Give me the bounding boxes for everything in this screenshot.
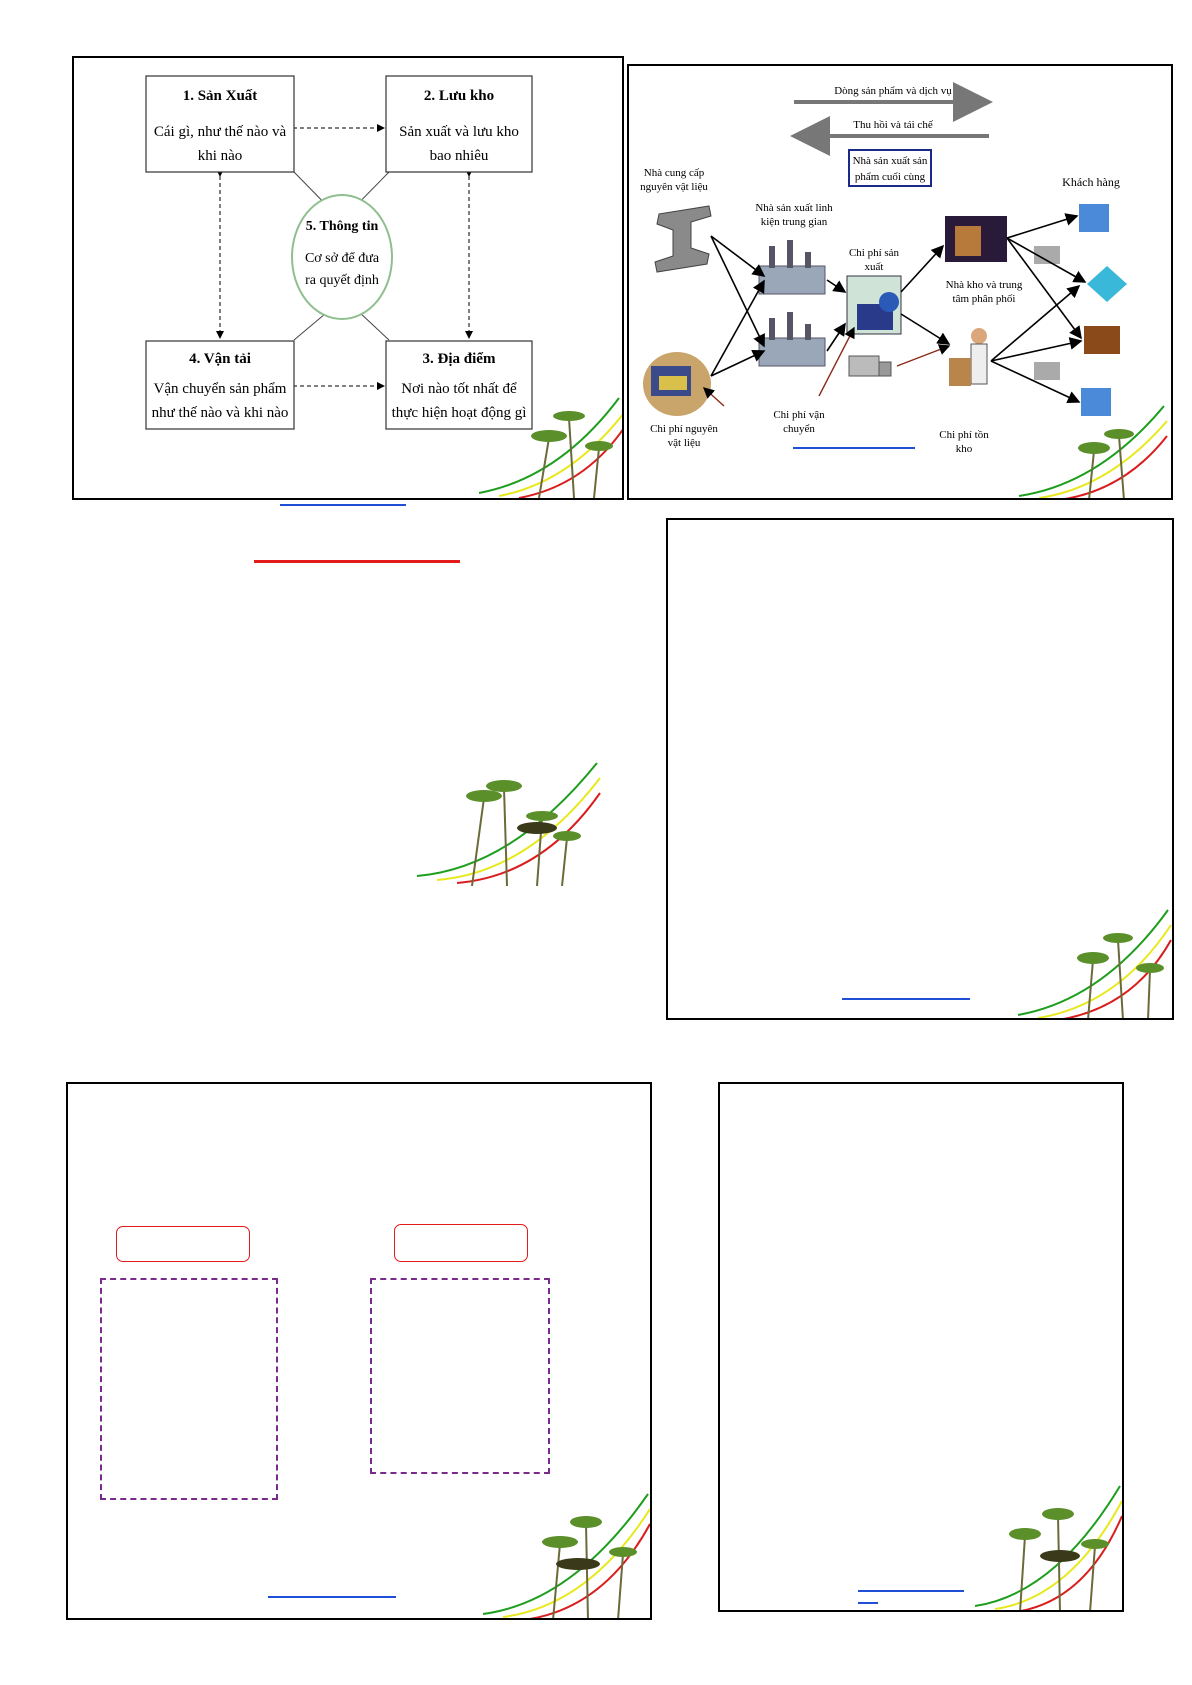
box-inventory: [386, 76, 532, 172]
warehouse-worker-icon: [945, 216, 1007, 262]
box-production: [146, 76, 294, 172]
box-transport-title: 4. Vận tải: [189, 351, 251, 367]
slide-blank-right: [666, 518, 1174, 1020]
palm-decoration: [1008, 900, 1174, 1020]
production-plant-icon: [847, 276, 901, 334]
truck-icon: [849, 356, 891, 376]
slide-blank-bottom-right: [718, 1082, 1124, 1612]
customers-label: Khách hàng: [1062, 175, 1120, 189]
box-transport: [146, 341, 294, 429]
raw-material-icon: [643, 352, 711, 416]
center-title: 5. Thông tin: [305, 219, 379, 234]
hand-truck-worker-icon: [949, 328, 987, 386]
slide-supply-chain-drivers: [72, 56, 624, 500]
slide-comparison: [66, 1082, 652, 1620]
supplier-line2: nguyên vật liệu: [640, 181, 708, 193]
material-cost-line2: vật liệu: [667, 437, 701, 449]
box-transport-line2: như thế nào và khi nào: [151, 405, 289, 421]
inventory-cost-line2: kho: [955, 443, 973, 455]
warehouse-line1: Nhà kho và trung: [945, 279, 1023, 291]
center-information: [292, 195, 392, 319]
material-cost-line1: Chi phí nguyên: [650, 423, 718, 435]
intermediate-line2: kiện trung gian: [760, 216, 828, 228]
red-title-underline: [254, 560, 460, 563]
palm-decoration: [1009, 396, 1169, 500]
intermediate-line1: Nhà sản xuất linh: [755, 202, 833, 214]
left-content-box: [100, 1278, 278, 1500]
center-line2: ra quyết định: [305, 273, 379, 288]
transport-cost-line2: chuyển: [783, 423, 815, 435]
steel-beam-icon: [655, 206, 711, 272]
slide4-link-underline[interactable]: [268, 1596, 396, 1598]
flow-back-label: Thu hồi và tái chế: [853, 119, 933, 131]
right-content-box: [370, 1278, 550, 1474]
palm-decoration: [970, 1476, 1124, 1612]
box-production-line1: Cái gì, như thế nào và: [153, 124, 287, 140]
warehouse-line2: tâm phân phối: [952, 293, 1016, 305]
inventory-cost-line1: Chi phí tồn: [939, 429, 989, 441]
box-inventory-line1: Sản xuất và lưu kho: [399, 124, 519, 140]
production-cost-line1: Chi phí sản: [848, 247, 900, 259]
transport-cost-line1: Chi phí vận: [773, 409, 825, 421]
slide1-link-underline[interactable]: [280, 504, 406, 506]
box-location-title: 3. Địa điểm: [422, 351, 496, 367]
slide2-link-underline[interactable]: [793, 447, 915, 449]
final-producer-line2: phẩm cuối cùng: [854, 171, 926, 183]
supplier-line1: Nhà cung cấp: [643, 167, 705, 179]
box-location-line2: thực hiện hoạt động gì: [391, 405, 527, 421]
slide5-link-underline[interactable]: [858, 1590, 964, 1592]
box-location-line1: Nơi nào tốt nhất để: [401, 381, 517, 397]
box-inventory-title: 2. Lưu kho: [423, 88, 495, 104]
final-producer-line1: Nhà sản xuất sản: [852, 155, 928, 167]
right-header-box: [394, 1224, 528, 1262]
slide5-link-underline-2[interactable]: [858, 1602, 878, 1604]
box-production-title: 1. Sản Xuất: [182, 88, 258, 104]
factory-icon-top: [759, 240, 825, 294]
production-cost-line2: xuất: [864, 261, 884, 273]
box-inventory-line2: bao nhiêu: [429, 148, 489, 164]
box-production-line2: khi nào: [197, 148, 243, 164]
factory-icon-bottom: [759, 312, 825, 366]
palm-decoration: [478, 1484, 652, 1620]
center-line1: Cơ sở để đưa: [304, 251, 380, 266]
palm-decoration: [412, 758, 602, 888]
slide-supply-chain-costs: [627, 64, 1173, 500]
left-header-box: [116, 1226, 250, 1262]
slide3-link-underline[interactable]: [842, 998, 970, 1000]
box-transport-line1: Vận chuyển sản phẩm: [153, 381, 287, 397]
flow-forward-label: Dòng sản phẩm và dịch vụ: [834, 85, 952, 97]
palm-decoration: [469, 388, 624, 500]
customer-icons: [1034, 204, 1127, 416]
